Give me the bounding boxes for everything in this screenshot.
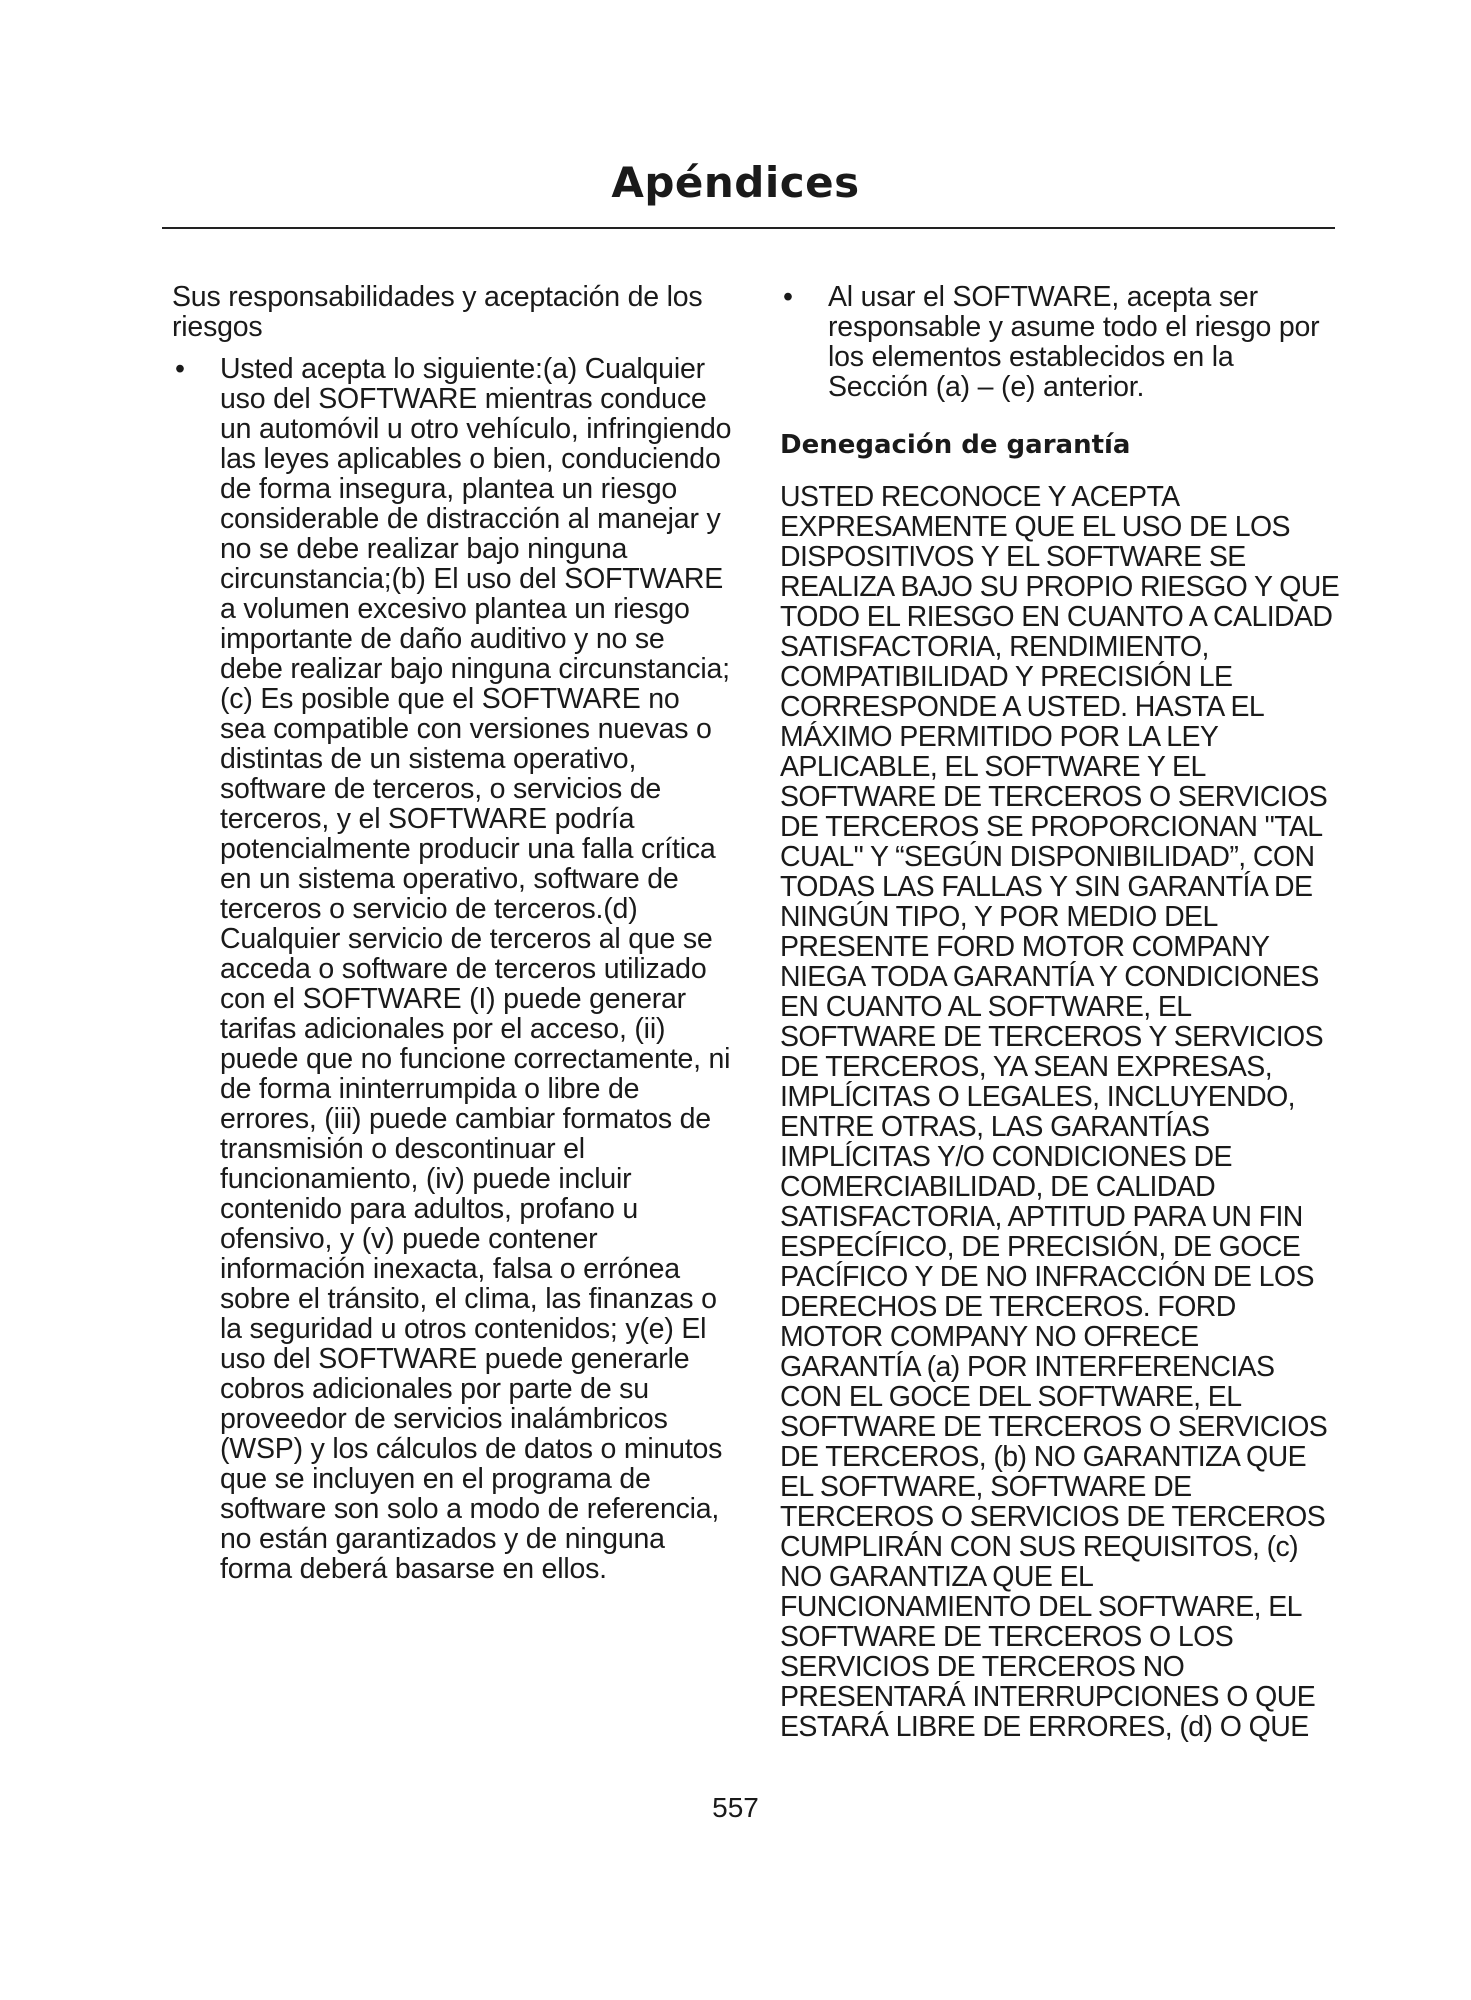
page-title: Apéndices	[611, 158, 860, 207]
page-number: 557	[712, 1792, 759, 1823]
warranty-disclaimer-body: USTED RECONOCE Y ACEPTA EXPRESAMENTE QUE EL USO DE LOS DISPOSITIVOS Y EL SOFTWARE SE REALIZA BAJO SU PROPIO RIESGO Y QUE TODO EL RIESGO EN CUANTO A CALIDAD SATISFACTORIA, RENDIMIENTO, COMPATIBILIDAD Y PRECISIÓN LE CORRESPONDE A USTED. HASTA EL MÁXIMO PERMITIDO POR LA LEY APLICABLE, EL SOFTWARE Y EL SOFTWARE DE TERCEROS O SERVICIOS DE TERCEROS SE PROPORCIONAN "TAL CUAL" Y “SEGÚN DISPONIBILIDAD”, CON TODAS LAS FALLAS Y SIN GARANTÍA DE NINGÚN TIPO, Y POR MEDIO DEL PRESENTE FORD MOTOR COMPANY NIEGA TODA GARANTÍA Y CONDICIONES EN CUANTO AL SOFTWARE, EL SOFTWARE DE TERCEROS Y SERVICIOS DE TERCEROS, YA SEAN EXPRESAS, IMPLÍCITAS O LEGALES, INCLUYENDO, ENTRE OTRAS, LAS GARANTÍAS IMPLÍCITAS Y/O CONDICIONES DE COMERCIABILIDAD, DE CALIDAD SATISFACTORIA, APTITUD PARA UN FIN ESPECÍFICO, DE PRECISIÓN, DE GOCE PACÍFICO Y DE NO INFRACCIÓN DE LOS DERECHOS DE TERCEROS. FORD MOTOR COMPANY NO OFRECE GARANTÍA (a) POR INTERFERENCIAS CON EL GOCE DEL SOFTWARE, EL SOFTWARE DE TERCEROS O SERVICIOS DE TERCEROS, (b) NO GARANTIZA QUE EL SOFTWARE, SOFTWARE DE TERCEROS O SERVICIOS DE TERCEROS CUMPLIRÁN CON SUS REQUISITOS, (c) NO GARANTIZA QUE EL FUNCIONAMIENTO DEL SOFTWARE, EL SOFTWARE DE TERCEROS O LOS SERVICIOS DE TERCEROS NO PRESENTARÁ INTERRUPCIONES O QUE ESTARÁ LIBRE DE ERRORES, (d) O QUE	[780, 481, 1340, 1743]
section-heading-warranty-disclaimer: Denegación de garantía	[780, 430, 1131, 460]
bullet-item-risks	[172, 354, 732, 1584]
bullet-item-acceptance	[780, 282, 1340, 402]
title-divider	[162, 227, 1335, 229]
bullet-marker: •	[175, 353, 185, 385]
bullet-text: Al usar el SOFTWARE, acepta ser responsable y asume todo el riesgo por los elementos establecidos en la Sección (a) – (e) anterior.	[828, 281, 1320, 403]
intro-paragraph: Sus responsabilidades y aceptación de los riesgos	[172, 281, 703, 343]
bullet-marker: •	[783, 281, 793, 313]
right-column	[780, 282, 1340, 1742]
left-column	[172, 282, 732, 1584]
bullet-text: Usted acepta lo siguiente:(a) Cualquier uso del SOFTWARE mientras conduce un automóvil u otro vehículo, infringiendo las leyes aplicables o bien, conduciendo de forma insegura, plantea un riesgo considerable de distracción al manejar y no se debe realizar bajo ninguna circunstancia;(b) El uso del SOFTWARE a volumen excesivo plantea un riesgo importante de daño auditivo y no se debe realizar bajo ninguna circunstancia;(c) Es posible que el SOFTWARE no sea compatible con versiones nuevas o distintas de un sistema operativo, software de terceros, o servicios de terceros, y el SOFTWARE podría potencialmente producir una falla crítica en un sistema operativo, software de terceros o servicio de terceros.(d) Cualquier servicio de terceros al que se acceda o software de terceros utilizado con el SOFTWARE (I) puede generar tarifas adicionales por el acceso, (ii) puede que no funcione correctamente, ni de forma ininterrumpida o libre de errores, (iii) puede cambiar formatos de transmisión o descontinuar el funcionamiento, (iv) puede incluir contenido para adultos, profano u ofensivo, y (v) puede contener información inexacta, falsa o errónea sobre el tránsito, el clima, las finanzas o la seguridad u otros contenidos; y(e) El uso del SOFTWARE puede generarle cobros adicionales por parte de su proveedor de servicios inalámbricos (WSP) y los cálculos de datos o minutos que se incluyen en el programa de software son solo a modo de referencia, no están garantizados y de ninguna forma deberá basarse en ellos.	[220, 353, 732, 1585]
